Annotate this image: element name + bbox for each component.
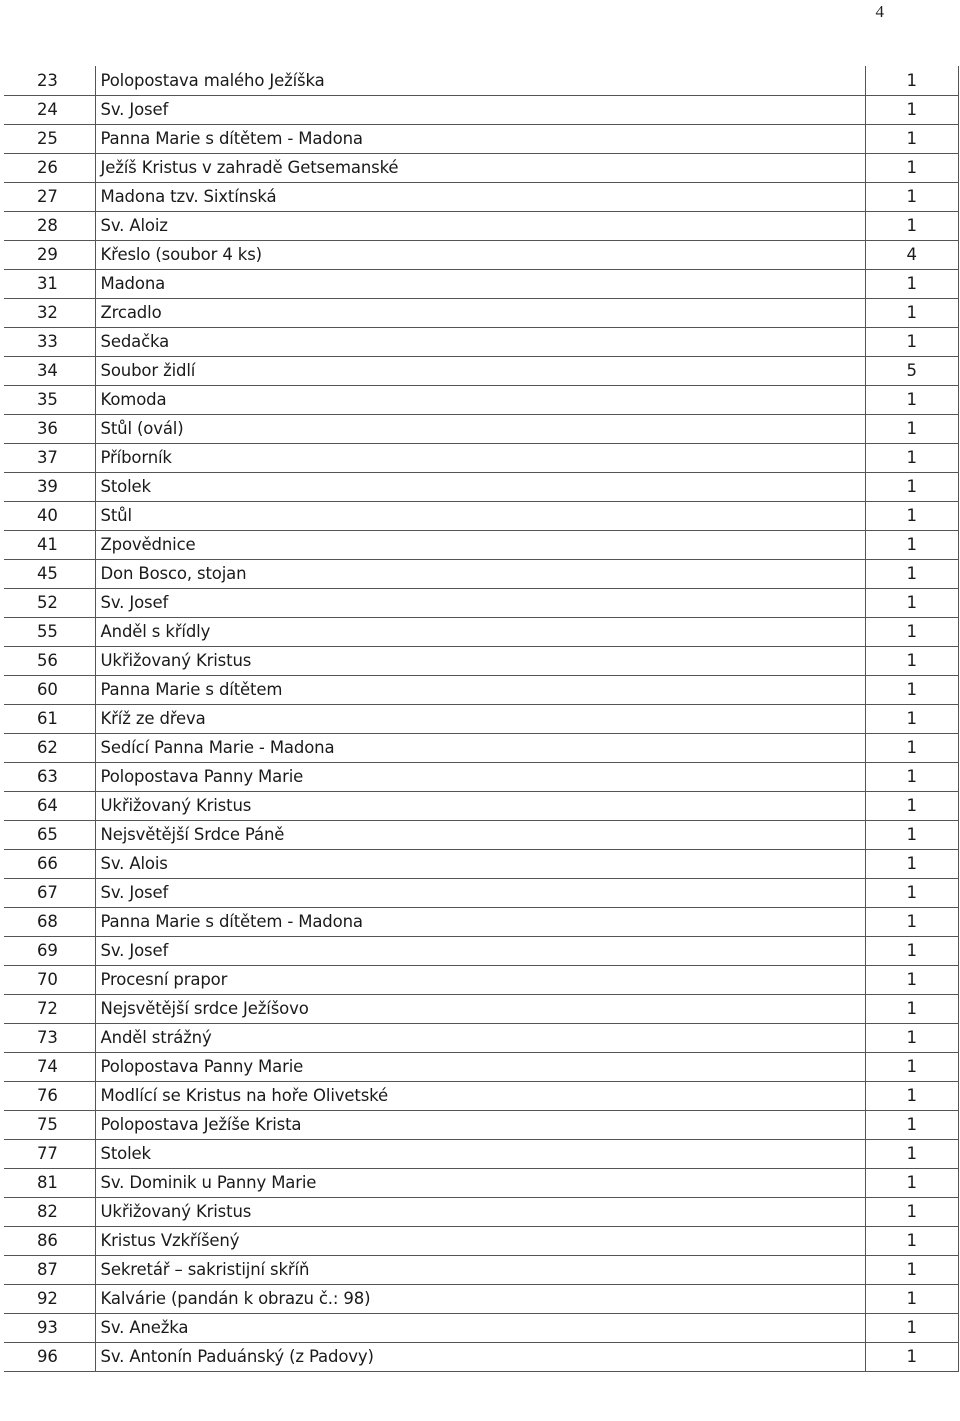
item-quantity-cell: 1 [865,1110,958,1139]
table-row [4,182,958,211]
item-name-cell: Stolek [95,472,865,501]
item-number-cell: 33 [4,327,95,356]
item-quantity-cell: 1 [865,675,958,704]
item-name-cell: Příborník [95,443,865,472]
table-row [4,530,958,559]
item-quantity-cell: 1 [865,124,958,153]
table-row [4,588,958,617]
item-name-cell: Sv. Aloiz [95,211,865,240]
item-number-cell: 69 [4,936,95,965]
table-row [4,1342,958,1371]
table-row [4,298,958,327]
item-name-cell: Polopostava Panny Marie [95,762,865,791]
table-row [4,820,958,849]
table-row [4,878,958,907]
item-name-cell: Sekretář – sakristijní skříň [95,1255,865,1284]
item-name-cell: Panna Marie s dítětem - Madona [95,124,865,153]
table-row [4,1168,958,1197]
item-quantity-cell: 1 [865,1197,958,1226]
item-quantity-cell: 1 [865,269,958,298]
item-number-cell: 28 [4,211,95,240]
item-name-cell: Ježíš Kristus v zahradě Getsemanské [95,153,865,182]
item-quantity-cell: 1 [865,182,958,211]
item-name-cell: Anděl strážný [95,1023,865,1052]
table-row [4,356,958,385]
item-number-cell: 34 [4,356,95,385]
item-quantity-cell: 4 [865,240,958,269]
item-name-cell: Sv. Josef [95,588,865,617]
item-number-cell: 64 [4,791,95,820]
item-name-cell: Sedící Panna Marie - Madona [95,733,865,762]
item-name-cell: Komoda [95,385,865,414]
table-row [4,559,958,588]
item-quantity-cell: 1 [865,1023,958,1052]
item-name-cell: Madona [95,269,865,298]
table-row [4,269,958,298]
item-number-cell: 93 [4,1313,95,1342]
item-number-cell: 92 [4,1284,95,1313]
item-quantity-cell: 1 [865,501,958,530]
item-quantity-cell: 1 [865,153,958,182]
table-row [4,965,958,994]
item-number-cell: 72 [4,994,95,1023]
item-number-cell: 63 [4,762,95,791]
item-quantity-cell: 1 [865,95,958,124]
table-row [4,1023,958,1052]
item-number-cell: 23 [4,66,95,95]
item-number-cell: 32 [4,298,95,327]
item-name-cell: Sv. Alois [95,849,865,878]
item-name-cell: Stůl (ovál) [95,414,865,443]
item-number-cell: 56 [4,646,95,675]
inventory-table-body [4,66,958,1371]
item-number-cell: 76 [4,1081,95,1110]
table-row [4,675,958,704]
table-row [4,849,958,878]
item-name-cell: Modlící se Kristus na hoře Olivetské [95,1081,865,1110]
item-name-cell: Sv. Dominik u Panny Marie [95,1168,865,1197]
table-row [4,327,958,356]
item-name-cell: Ukřižovaný Kristus [95,646,865,675]
table-row [4,211,958,240]
table-row [4,1139,958,1168]
table-row [4,443,958,472]
item-number-cell: 68 [4,907,95,936]
item-quantity-cell: 1 [865,965,958,994]
item-number-cell: 96 [4,1342,95,1371]
table-row [4,385,958,414]
table-row [4,704,958,733]
item-quantity-cell: 1 [865,588,958,617]
item-number-cell: 81 [4,1168,95,1197]
item-number-cell: 87 [4,1255,95,1284]
item-number-cell: 41 [4,530,95,559]
item-quantity-cell: 1 [865,443,958,472]
table-row [4,1255,958,1284]
item-quantity-cell: 1 [865,1284,958,1313]
item-name-cell: Ukřižovaný Kristus [95,791,865,820]
item-name-cell: Ukřižovaný Kristus [95,1197,865,1226]
item-number-cell: 82 [4,1197,95,1226]
item-quantity-cell: 1 [865,211,958,240]
item-name-cell: Soubor židlí [95,356,865,385]
table-row [4,907,958,936]
table-row [4,95,958,124]
item-number-cell: 25 [4,124,95,153]
item-number-cell: 39 [4,472,95,501]
table-row [4,1226,958,1255]
item-quantity-cell: 1 [865,327,958,356]
item-name-cell: Stolek [95,1139,865,1168]
item-name-cell: Nejsvětější srdce Ježíšovo [95,994,865,1023]
item-number-cell: 40 [4,501,95,530]
table-row [4,1110,958,1139]
item-quantity-cell: 5 [865,356,958,385]
item-name-cell: Sv. Josef [95,878,865,907]
table-row [4,762,958,791]
table-row [4,1052,958,1081]
item-number-cell: 52 [4,588,95,617]
item-number-cell: 31 [4,269,95,298]
item-quantity-cell: 1 [865,820,958,849]
item-number-cell: 26 [4,153,95,182]
item-quantity-cell: 1 [865,1139,958,1168]
item-name-cell: Sv. Anežka [95,1313,865,1342]
item-number-cell: 86 [4,1226,95,1255]
item-name-cell: Sv. Antonín Paduánský (z Padovy) [95,1342,865,1371]
item-name-cell: Stůl [95,501,865,530]
item-number-cell: 66 [4,849,95,878]
table-row [4,791,958,820]
table-row [4,1313,958,1342]
item-name-cell: Zpovědnice [95,530,865,559]
item-number-cell: 75 [4,1110,95,1139]
item-number-cell: 74 [4,1052,95,1081]
item-name-cell: Procesní prapor [95,965,865,994]
item-name-cell: Kristus Vzkříšený [95,1226,865,1255]
table-row [4,1197,958,1226]
item-quantity-cell: 1 [865,1313,958,1342]
item-number-cell: 67 [4,878,95,907]
item-name-cell: Madona tzv. Sixtínská [95,182,865,211]
item-quantity-cell: 1 [865,385,958,414]
item-name-cell: Sedačka [95,327,865,356]
item-number-cell: 77 [4,1139,95,1168]
item-number-cell: 29 [4,240,95,269]
item-name-cell: Křeslo (soubor 4 ks) [95,240,865,269]
item-quantity-cell: 1 [865,936,958,965]
item-quantity-cell: 1 [865,414,958,443]
table-row [4,994,958,1023]
item-name-cell: Nejsvětější Srdce Páně [95,820,865,849]
item-number-cell: 45 [4,559,95,588]
table-row [4,646,958,675]
item-name-cell: Polopostava Panny Marie [95,1052,865,1081]
page-number: 4 [875,2,884,21]
item-number-cell: 55 [4,617,95,646]
item-quantity-cell: 1 [865,530,958,559]
item-quantity-cell: 1 [865,646,958,675]
item-quantity-cell: 1 [865,1168,958,1197]
table-row [4,501,958,530]
item-number-cell: 37 [4,443,95,472]
item-name-cell: Panna Marie s dítětem [95,675,865,704]
item-number-cell: 24 [4,95,95,124]
item-quantity-cell: 1 [865,878,958,907]
item-quantity-cell: 1 [865,617,958,646]
item-quantity-cell: 1 [865,733,958,762]
item-name-cell: Polopostava Ježíše Krista [95,1110,865,1139]
item-quantity-cell: 1 [865,1052,958,1081]
item-number-cell: 61 [4,704,95,733]
inventory-table [4,66,959,1372]
item-name-cell: Sv. Josef [95,95,865,124]
item-quantity-cell: 1 [865,1342,958,1371]
item-quantity-cell: 1 [865,762,958,791]
table-row [4,66,958,95]
item-number-cell: 70 [4,965,95,994]
table-row [4,240,958,269]
item-number-cell: 60 [4,675,95,704]
item-name-cell: Sv. Josef [95,936,865,965]
table-row [4,617,958,646]
item-name-cell: Polopostava malého Ježíška [95,66,865,95]
item-number-cell: 73 [4,1023,95,1052]
item-number-cell: 65 [4,820,95,849]
item-quantity-cell: 1 [865,1226,958,1255]
item-name-cell: Kalvárie (pandán k obrazu č.: 98) [95,1284,865,1313]
table-row [4,472,958,501]
item-quantity-cell: 1 [865,994,958,1023]
item-quantity-cell: 1 [865,66,958,95]
item-name-cell: Panna Marie s dítětem - Madona [95,907,865,936]
item-quantity-cell: 1 [865,704,958,733]
item-name-cell: Kříž ze dřeva [95,704,865,733]
item-number-cell: 35 [4,385,95,414]
table-row [4,124,958,153]
item-number-cell: 27 [4,182,95,211]
table-row [4,733,958,762]
item-quantity-cell: 1 [865,472,958,501]
item-quantity-cell: 1 [865,907,958,936]
item-quantity-cell: 1 [865,849,958,878]
item-name-cell: Don Bosco, stojan [95,559,865,588]
item-name-cell: Zrcadlo [95,298,865,327]
table-row [4,153,958,182]
item-quantity-cell: 1 [865,1081,958,1110]
item-number-cell: 62 [4,733,95,762]
item-number-cell: 36 [4,414,95,443]
item-quantity-cell: 1 [865,791,958,820]
table-row [4,936,958,965]
table-row [4,1284,958,1313]
table-row [4,1081,958,1110]
item-name-cell: Anděl s křídly [95,617,865,646]
item-quantity-cell: 1 [865,559,958,588]
item-quantity-cell: 1 [865,1255,958,1284]
item-quantity-cell: 1 [865,298,958,327]
table-row [4,414,958,443]
